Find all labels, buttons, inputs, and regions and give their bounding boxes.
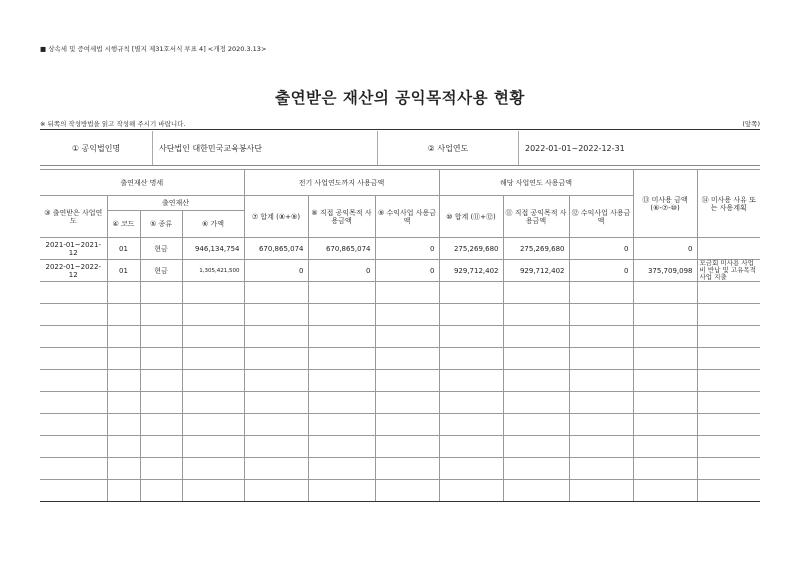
empty-cell — [569, 480, 633, 502]
org-name-label: ① 공익법인명 — [40, 131, 153, 166]
empty-cell — [140, 480, 182, 502]
cur-total-header: ⑩ 합계 (⑪+⑫) — [439, 196, 503, 238]
prev-group-header: 전기 사업연도까지 사용금액 — [244, 170, 439, 196]
page-side-label: (앞쪽) — [742, 120, 760, 128]
code-header: ④ 코드 — [107, 211, 140, 238]
row-prev-profit: 0 — [375, 238, 439, 260]
empty-cell — [140, 348, 182, 370]
empty-cell — [182, 304, 244, 326]
instruction-note: ※ 뒤쪽의 작성방법을 읽고 작성해 주시기 바랍니다. — [40, 120, 186, 128]
empty-cell — [633, 304, 697, 326]
empty-cell — [244, 326, 308, 348]
row-value: 946,134,754 — [182, 238, 244, 260]
empty-cell — [569, 414, 633, 436]
prev-direct-header: ⑧ 직접 공익목적 사용금액 — [308, 196, 375, 238]
empty-cell — [182, 414, 244, 436]
empty-cell — [140, 436, 182, 458]
kind-header: ⑤ 종류 — [140, 211, 182, 238]
org-name-value: 사단법인 대한민국교육봉사단 — [153, 131, 378, 166]
empty-cell — [244, 392, 308, 414]
empty-table-row — [40, 480, 760, 502]
row-prev-profit: 0 — [375, 260, 439, 282]
row-value: 1,305,421,500 — [182, 260, 244, 282]
row-kind: 현금 — [140, 260, 182, 282]
empty-table-row — [40, 282, 760, 304]
empty-cell — [308, 458, 375, 480]
received-year-header: ③ 출연받은 사업연도 — [40, 196, 107, 238]
empty-cell — [569, 436, 633, 458]
empty-cell — [182, 370, 244, 392]
empty-cell — [503, 282, 569, 304]
empty-cell — [633, 436, 697, 458]
row-code: 01 — [107, 260, 140, 282]
empty-cell — [40, 326, 107, 348]
empty-cell — [375, 348, 439, 370]
empty-cell — [40, 458, 107, 480]
empty-cell — [503, 304, 569, 326]
empty-cell — [244, 370, 308, 392]
empty-cell — [503, 370, 569, 392]
empty-cell — [633, 414, 697, 436]
empty-cell — [697, 392, 760, 414]
row-prev-direct: 0 — [308, 260, 375, 282]
table-row — [40, 260, 760, 282]
empty-cell — [140, 458, 182, 480]
row-unused: 375,709,098 — [633, 260, 697, 282]
unused-header: ⑬ 미사용 금액 (⑥-⑦-⑩) — [633, 170, 697, 238]
empty-cell — [633, 282, 697, 304]
empty-table-row — [40, 436, 760, 458]
empty-cell — [308, 348, 375, 370]
empty-cell — [697, 304, 760, 326]
usage-table — [40, 169, 760, 502]
empty-cell — [439, 282, 503, 304]
empty-cell — [697, 458, 760, 480]
empty-cell — [569, 326, 633, 348]
empty-cell — [140, 370, 182, 392]
form-header-note: ■ 상속세 및 증여세법 시행규칙 [별지 제31호서식 부표 4] <개정 2020.3.13> — [40, 45, 267, 53]
empty-cell — [140, 392, 182, 414]
prev-profit-header: ⑨ 수익사업 사용금액 — [375, 196, 439, 238]
cur-direct-header: ⑪ 직접 공익목적 사용금액 — [503, 196, 569, 238]
row-prev-total: 0 — [244, 260, 308, 282]
row-year: 2022-01~2022-12 — [40, 260, 107, 282]
empty-cell — [375, 458, 439, 480]
empty-cell — [439, 436, 503, 458]
empty-cell — [140, 326, 182, 348]
empty-cell — [244, 282, 308, 304]
page-title: 출연받은 재산의 공익목적사용 현황 — [275, 89, 525, 107]
empty-cell — [40, 392, 107, 414]
empty-cell — [244, 348, 308, 370]
empty-cell — [439, 348, 503, 370]
empty-table-row — [40, 392, 760, 414]
table-row — [40, 238, 760, 260]
empty-cell — [107, 458, 140, 480]
empty-cell — [308, 414, 375, 436]
empty-cell — [40, 436, 107, 458]
row-cur-profit: 0 — [569, 238, 633, 260]
business-year-label: ② 사업연도 — [378, 131, 519, 166]
prev-total-header: ⑦ 합계 (⑧+⑨) — [244, 196, 308, 238]
empty-cell — [569, 370, 633, 392]
empty-cell — [633, 392, 697, 414]
empty-cell — [697, 348, 760, 370]
info-table — [40, 131, 760, 166]
empty-cell — [107, 326, 140, 348]
row-year: 2021-01~2021-12 — [40, 238, 107, 260]
empty-cell — [439, 392, 503, 414]
empty-cell — [182, 326, 244, 348]
row-reason — [697, 238, 760, 260]
row-unused: 0 — [633, 238, 697, 260]
empty-cell — [439, 370, 503, 392]
row-cur-profit: 0 — [569, 260, 633, 282]
empty-cell — [308, 326, 375, 348]
row-reason: 모금회 미사용 사업비 반납 및 고유목적사업 지출 — [697, 260, 760, 282]
empty-cell — [503, 392, 569, 414]
row-kind: 현금 — [140, 238, 182, 260]
row-code: 01 — [107, 238, 140, 260]
row-cur-total: 929,712,402 — [439, 260, 503, 282]
empty-cell — [107, 348, 140, 370]
empty-table-row — [40, 414, 760, 436]
empty-cell — [375, 282, 439, 304]
empty-cell — [697, 282, 760, 304]
reason-header: ⑭ 미사용 사유 또는 사용계획 — [697, 170, 760, 238]
detail-group-header: 출연재산 명세 — [40, 170, 244, 196]
empty-cell — [244, 414, 308, 436]
empty-cell — [140, 414, 182, 436]
empty-cell — [697, 436, 760, 458]
empty-table-row — [40, 304, 760, 326]
empty-cell — [40, 348, 107, 370]
empty-cell — [308, 370, 375, 392]
empty-cell — [182, 282, 244, 304]
value-header: ⑥ 가액 — [182, 211, 244, 238]
empty-cell — [308, 436, 375, 458]
empty-cell — [697, 370, 760, 392]
empty-cell — [697, 480, 760, 502]
empty-cell — [40, 304, 107, 326]
empty-cell — [107, 480, 140, 502]
empty-cell — [40, 282, 107, 304]
empty-cell — [439, 458, 503, 480]
empty-cell — [40, 480, 107, 502]
empty-cell — [439, 480, 503, 502]
asset-group-header: 출연재산 — [107, 196, 244, 211]
empty-cell — [244, 436, 308, 458]
empty-cell — [375, 370, 439, 392]
empty-cell — [569, 304, 633, 326]
empty-cell — [697, 414, 760, 436]
empty-cell — [107, 282, 140, 304]
empty-cell — [40, 370, 107, 392]
empty-cell — [107, 436, 140, 458]
empty-cell — [182, 392, 244, 414]
empty-cell — [140, 304, 182, 326]
empty-table-row — [40, 326, 760, 348]
empty-table-row — [40, 370, 760, 392]
empty-cell — [503, 458, 569, 480]
row-cur-direct: 275,269,680 — [503, 238, 569, 260]
empty-cell — [375, 326, 439, 348]
empty-cell — [633, 348, 697, 370]
empty-cell — [107, 414, 140, 436]
empty-cell — [244, 304, 308, 326]
empty-cell — [569, 348, 633, 370]
empty-cell — [375, 304, 439, 326]
empty-cell — [439, 414, 503, 436]
empty-cell — [569, 282, 633, 304]
empty-cell — [140, 282, 182, 304]
empty-cell — [308, 480, 375, 502]
empty-cell — [182, 480, 244, 502]
empty-cell — [503, 436, 569, 458]
empty-cell — [308, 304, 375, 326]
empty-cell — [503, 480, 569, 502]
empty-cell — [107, 370, 140, 392]
empty-table-row — [40, 458, 760, 480]
row-cur-total: 275,269,680 — [439, 238, 503, 260]
empty-cell — [182, 436, 244, 458]
empty-cell — [503, 348, 569, 370]
business-year-value: 2022-01-01~2022-12-31 — [519, 131, 761, 166]
empty-cell — [697, 326, 760, 348]
empty-cell — [375, 392, 439, 414]
empty-cell — [503, 326, 569, 348]
empty-cell — [182, 458, 244, 480]
empty-cell — [107, 304, 140, 326]
empty-cell — [503, 414, 569, 436]
row-prev-total: 670,865,074 — [244, 238, 308, 260]
empty-table-row — [40, 348, 760, 370]
empty-cell — [375, 480, 439, 502]
empty-cell — [308, 392, 375, 414]
empty-cell — [633, 370, 697, 392]
empty-cell — [569, 458, 633, 480]
empty-cell — [439, 304, 503, 326]
empty-cell — [375, 436, 439, 458]
empty-cell — [569, 392, 633, 414]
empty-cell — [633, 480, 697, 502]
empty-cell — [40, 414, 107, 436]
cur-group-header: 해당 사업연도 사용금액 — [439, 170, 633, 196]
empty-cell — [107, 392, 140, 414]
empty-cell — [244, 458, 308, 480]
empty-cell — [182, 348, 244, 370]
empty-cell — [439, 326, 503, 348]
empty-cell — [244, 480, 308, 502]
top-divider — [40, 129, 760, 130]
empty-cell — [308, 282, 375, 304]
cur-profit-header: ⑫ 수익사업 사용금액 — [569, 196, 633, 238]
row-cur-direct: 929,712,402 — [503, 260, 569, 282]
empty-cell — [633, 458, 697, 480]
empty-cell — [633, 326, 697, 348]
empty-cell — [375, 414, 439, 436]
row-prev-direct: 670,865,074 — [308, 238, 375, 260]
